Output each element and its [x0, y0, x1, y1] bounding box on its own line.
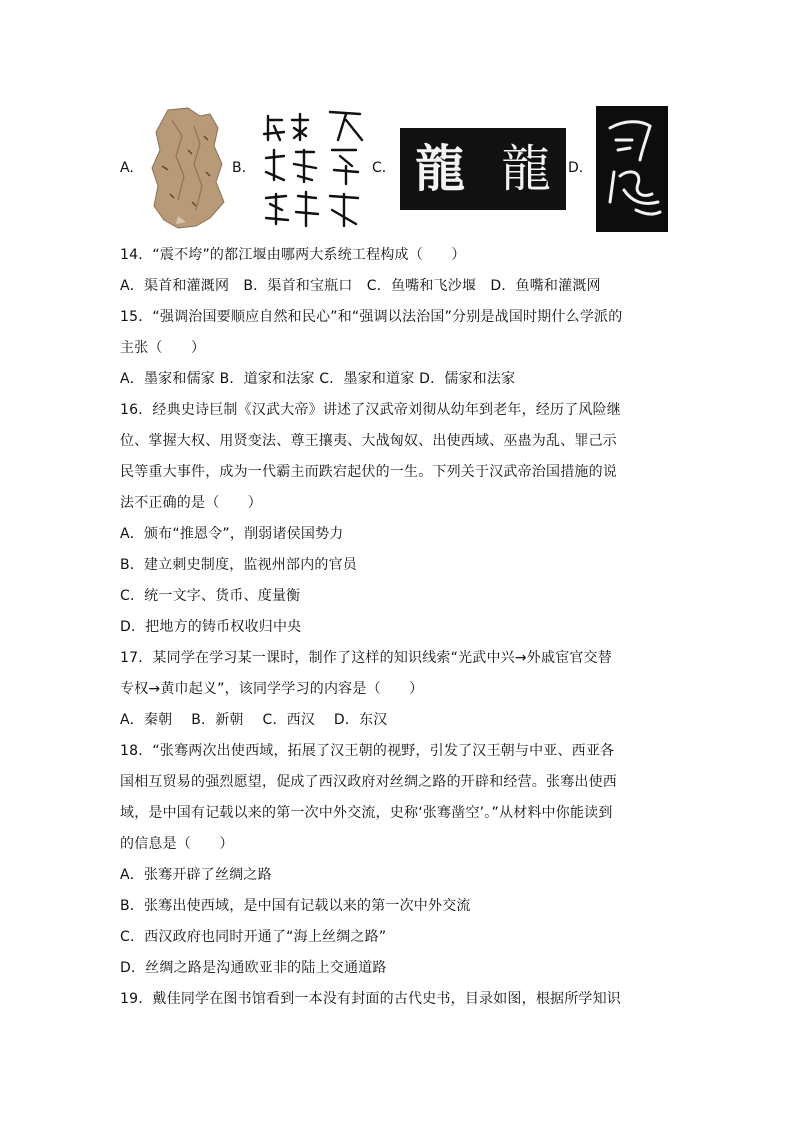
- svg-text:龍: 龍: [415, 139, 465, 198]
- option-b: B．建立刺史制度，监视州部内的官员: [120, 557, 358, 573]
- oracle-bone-image: [148, 106, 226, 230]
- option-d: D．丝绸之路是沟通欧亚非的陆上交通道路: [120, 960, 387, 976]
- question-stem: 民等重大事件，成为一代霸主而跌宕起伏的一生。下列关于汉武帝治国措施的说: [120, 464, 617, 480]
- option-b-label: B.: [232, 160, 247, 176]
- question-stem: 专权→黄巾起义”，该同学学习的内容是（ ）: [120, 681, 424, 697]
- question-stem: 主张（ ）: [120, 340, 206, 356]
- question-18: [120, 736, 680, 984]
- option-b: B．张骞出使西域，是中国有记载以来的第一次中外交流: [120, 898, 471, 914]
- q13-image-options: [120, 100, 680, 240]
- svg-text:龍: 龍: [501, 140, 551, 198]
- question-15: [120, 302, 680, 395]
- option-d-label: D.: [568, 160, 584, 176]
- option-c-label: C.: [372, 160, 387, 176]
- question-stem: 15．“强调治国要顺应自然和民心”和“强调以法治国”分别是战国时期什么学派的: [120, 309, 623, 325]
- option-d: D．把地方的铸币权收归中央: [120, 619, 302, 635]
- answer-options: A．渠首和灌溉网 B．渠首和宝瓶口 C．鱼嘴和飞沙堰 D．鱼嘴和灌溉网: [120, 278, 601, 294]
- answer-options: A．秦朝 B．新朝 C．西汉 D．东汉: [120, 712, 388, 728]
- option-a: A．颁布“推恩令”，削弱诸侯国势力: [120, 526, 344, 542]
- answer-options: A．墨家和儒家 B．道家和法家 C．墨家和道家 D．儒家和法家: [120, 371, 516, 387]
- question-stem: 19．戴佳同学在图书馆看到一本没有封面的古代史书，目录如图，根据所学知识: [120, 991, 622, 1007]
- question-stem: 位、掌握大权、用贤变法、尊王攘夷、大战匈奴、出使西域、巫蛊为乱、罪己示: [120, 433, 617, 449]
- calligraphy-dragon-image: [400, 128, 566, 210]
- bronze-inscription-image: [260, 106, 370, 232]
- option-c: C．西汉政府也同时开通了“海上丝绸之路”: [120, 929, 387, 945]
- cursive-calligraphy-image: [596, 106, 668, 232]
- question-stem: 18．“张骞两次出使西域，拓展了汉王朝的视野，引发了汉王朝与中亚、西亚各: [120, 743, 615, 759]
- question-19: [120, 984, 680, 1015]
- question-stem: 域，是中国有记载以来的第一次中外交流，史称‘张骞凿空’。”从材料中你能读到: [120, 805, 613, 821]
- option-a: A．张骞开辟了丝绸之路: [120, 867, 272, 883]
- question-stem: 16．经典史诗巨制《汉武大帝》讲述了汉武帝刘彻从幼年到老年，经历了风险继: [120, 402, 622, 418]
- question-stem: 法不正确的是（ ）: [120, 495, 262, 511]
- question-stem: 国相互贸易的强烈愿望，促成了西汉政府对丝绸之路的开辟和经营。张骞出使西: [120, 774, 617, 790]
- question-stem: 17．某同学在学习某一课时，制作了这样的知识线索“光武中兴→外戚宦官交替: [120, 650, 612, 666]
- exam-page: [120, 100, 680, 1015]
- question-17: [120, 643, 680, 736]
- question-stem: 的信息是（ ）: [120, 836, 234, 852]
- option-c: C．统一文字、货币、度量衡: [120, 588, 301, 604]
- question-16: [120, 395, 680, 643]
- question-stem: 14．“震不垮”的都江堰由哪两大系统工程构成（ ）: [120, 247, 466, 263]
- question-14: [120, 240, 680, 302]
- option-a-label: A.: [120, 160, 134, 176]
